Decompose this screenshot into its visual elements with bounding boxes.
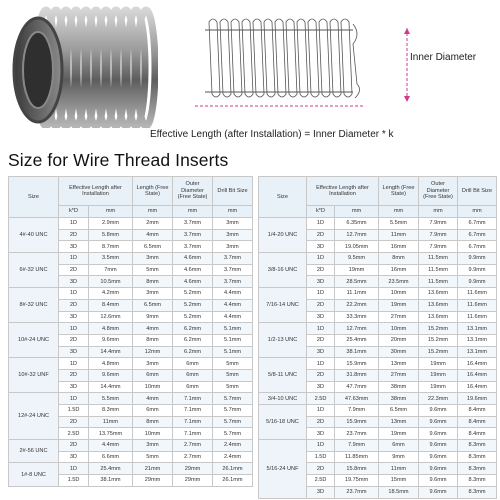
drill-bit-cell: 3mm [213,241,253,253]
effective-length-cell: 11mm [89,416,133,428]
free-length-cell: 13mm [379,358,419,370]
drill-bit-cell: 9.9mm [458,264,497,276]
effective-length-cell: 15.9mm [335,416,379,428]
outer-diameter-cell: 6mm [173,369,213,381]
free-length-cell: 21mm [133,463,173,475]
drill-bit-cell: 8.3mm [458,440,497,452]
free-length-cell: 2mm [133,218,173,230]
table-row [259,218,497,230]
table-row [259,358,497,370]
k-d-cell: 2D [59,369,89,381]
free-length-cell: 15mm [379,475,419,487]
k-d-cell: 1D [307,323,335,335]
drill-bit-cell: 6.7mm [458,241,497,253]
effective-length-cell: 12.7mm [335,323,379,335]
k-d-cell: 2D [59,229,89,241]
size-table-left [8,176,253,487]
thread-size-cell: 2#-56 UNC [9,440,59,463]
subheader-mm: mm [419,206,458,218]
outer-diameter-cell: 9.6mm [419,405,458,417]
effective-length-cell: 7mm [89,264,133,276]
k-d-cell: 3D [59,276,89,288]
header-outer-diameter: Outer Diameter (Free State) [419,177,458,206]
outer-diameter-cell: 13.6mm [419,311,458,323]
free-length-cell: 10mm [133,428,173,440]
drill-bit-cell: 5.1mm [213,323,253,335]
free-length-cell: 27mm [379,369,419,381]
drill-bit-cell: 11.6mm [458,299,497,311]
outer-diameter-cell: 2.7mm [173,440,213,452]
outer-diameter-cell: 7.1mm [173,428,213,440]
k-d-cell: 3D [307,486,335,498]
outer-diameter-cell: 15.2mm [419,334,458,346]
k-d-cell: 1.5D [59,475,89,487]
subheader-mm: mm [335,206,379,218]
header-outer-diameter: Outer Diameter (Free State) [173,177,213,206]
k-d-cell: 1.5D [307,451,335,463]
thread-size-cell: 1#-8 UNC [9,463,59,486]
outer-diameter-cell: 4.6mm [173,276,213,288]
effective-length-cell: 4.8mm [89,358,133,370]
k-d-cell: 1D [59,393,89,405]
effective-length-cell: 25.4mm [335,334,379,346]
k-d-cell: 3D [307,428,335,440]
k-d-cell: 1D [59,463,89,475]
outer-diameter-cell: 11.5mm [419,253,458,265]
header-drill-bit-size: Drill Bit Size [458,177,497,206]
drill-bit-cell: 5.7mm [213,416,253,428]
table-row [9,358,253,370]
free-length-cell: 16mm [379,264,419,276]
drill-bit-cell: 13.1mm [458,323,497,335]
k-d-cell: 1D [307,405,335,417]
subheader-mm: mm [173,206,213,218]
table-row [259,323,497,335]
subheader-mm: mm [213,206,253,218]
drill-bit-cell: 16.4mm [458,369,497,381]
effective-length-cell: 10.5mm [89,276,133,288]
outer-diameter-cell: 13.6mm [419,299,458,311]
drill-bit-cell: 9.9mm [458,276,497,288]
free-length-cell: 19mm [379,299,419,311]
thread-size-cell: 6#-32 UNC [9,253,59,288]
effective-length-cell: 11.85mm [335,451,379,463]
outer-diameter-cell: 5.2mm [173,311,213,323]
thread-size-cell: 1/4-20 UNC [259,218,307,253]
drill-bit-cell: 11.6mm [458,311,497,323]
drill-bit-cell: 6.7mm [458,229,497,241]
outer-diameter-cell: 7.9mm [419,241,458,253]
free-length-cell: 6.5mm [379,405,419,417]
effective-length-cell: 9.5mm [335,253,379,265]
table-row [259,288,497,300]
drill-bit-cell: 5.7mm [213,405,253,417]
free-length-cell: 3mm [133,253,173,265]
k-d-cell: 3D [59,346,89,358]
outer-diameter-cell: 19mm [419,369,458,381]
effective-length-cell: 12.6mm [89,311,133,323]
free-length-cell: 5mm [133,264,173,276]
subheader-mm: mm [379,206,419,218]
free-length-cell: 6mm [133,405,173,417]
free-length-cell: 13mm [379,416,419,428]
drill-bit-cell: 3mm [213,218,253,230]
drill-bit-cell: 8.4mm [458,416,497,428]
outer-diameter-cell: 9.6mm [419,463,458,475]
outer-diameter-cell: 6.2mm [173,323,213,335]
drill-bit-cell: 4.4mm [213,311,253,323]
table-row [259,393,497,405]
drill-bit-cell: 9.9mm [458,253,497,265]
k-d-cell: 1.5D [59,405,89,417]
table-row [259,440,497,452]
effective-length-cell: 5.8mm [89,229,133,241]
effective-length-cell: 23.7mm [335,428,379,440]
effective-length-cell: 22.2mm [335,299,379,311]
k-d-cell: 3D [59,451,89,463]
outer-diameter-cell: 9.6mm [419,475,458,487]
free-length-cell: 4mm [133,393,173,405]
k-d-cell: 1D [307,218,335,230]
product-illustration [0,0,500,145]
outer-diameter-cell: 6.2mm [173,334,213,346]
drill-bit-cell: 8.4mm [458,428,497,440]
k-d-cell: 2.5D [307,393,335,405]
thread-size-cell: 10#-32 UNF [9,358,59,393]
table-row [259,405,497,417]
k-d-cell: 3D [59,241,89,253]
outer-diameter-cell: 7.1mm [173,393,213,405]
drill-bit-cell: 13.1mm [458,334,497,346]
free-length-cell: 8mm [133,276,173,288]
effective-length-cell: 4.8mm [89,323,133,335]
k-d-cell: 2D [59,416,89,428]
thread-size-cell: 8#-32 UNC [9,288,59,323]
header-effective-length: Effective Length after Installation [59,177,133,206]
size-table-left-body [9,218,253,487]
effective-length-cell: 38.1mm [89,475,133,487]
header-effective-length: Effective Length after Installation [307,177,379,206]
effective-length-cell: 14.4mm [89,381,133,393]
effective-length-cell: 7.9mm [335,440,379,452]
effective-length-cell: 9.6mm [89,369,133,381]
free-length-cell: 38mm [379,381,419,393]
outer-diameter-cell: 22.3mm [419,393,458,405]
effective-length-cell: 19mm [335,264,379,276]
free-length-cell: 3mm [133,358,173,370]
table-row [9,253,253,265]
effective-length-cell: 47.7mm [335,381,379,393]
effective-length-formula: Effective Length (after Installation) = Inner Diameter * k [150,129,394,140]
drill-bit-cell: 26.1mm [213,475,253,487]
effective-length-cell: 8.4mm [89,299,133,311]
k-d-cell: 3D [307,346,335,358]
outer-diameter-cell: 15.2mm [419,346,458,358]
free-length-cell: 6.5mm [133,299,173,311]
effective-length-cell: 4.2mm [89,288,133,300]
effective-length-cell: 28.5mm [335,276,379,288]
subheader-mm: mm [133,206,173,218]
subheader-kd: k*D [307,206,335,218]
effective-length-cell: 13.75mm [89,428,133,440]
outer-diameter-cell: 19mm [419,358,458,370]
drill-bit-cell: 6.7mm [458,218,497,230]
outer-diameter-cell: 29mm [173,475,213,487]
thread-size-cell: 5/16-24 UNF [259,440,307,498]
effective-length-cell: 15.8mm [335,463,379,475]
outer-diameter-cell: 7.9mm [419,218,458,230]
free-length-cell: 4mm [133,323,173,335]
drill-bit-cell: 2.4mm [213,440,253,452]
free-length-cell: 8mm [133,334,173,346]
k-d-cell: 2D [59,299,89,311]
effective-length-cell: 38.1mm [335,346,379,358]
outer-diameter-cell: 19mm [419,381,458,393]
drill-bit-cell: 3.7mm [213,276,253,288]
k-d-cell: 3D [307,311,335,323]
outer-diameter-cell: 4.6mm [173,253,213,265]
k-d-cell: 3D [59,381,89,393]
outer-diameter-cell: 5.2mm [173,288,213,300]
outer-diameter-cell: 6mm [173,381,213,393]
table-row [9,440,253,452]
free-length-cell: 11mm [379,229,419,241]
thread-size-cell: 5/16-18 UNC [259,405,307,440]
free-length-cell: 10mm [379,323,419,335]
size-table-right [258,176,497,499]
header-size: Size [259,177,307,218]
outer-diameter-cell: 3.7mm [173,218,213,230]
outer-diameter-cell: 29mm [173,463,213,475]
drill-bit-cell: 5mm [213,381,253,393]
outer-diameter-cell: 11.5mm [419,264,458,276]
effective-length-cell: 25.4mm [89,463,133,475]
outer-diameter-cell: 15.2mm [419,323,458,335]
drill-bit-cell: 19.6mm [458,393,497,405]
k-d-cell: 2D [307,369,335,381]
k-d-cell: 2D [307,463,335,475]
drill-bit-cell: 8.3mm [458,475,497,487]
table-row [9,288,253,300]
outer-diameter-cell: 3.7mm [173,241,213,253]
outer-diameter-cell: 9.6mm [419,416,458,428]
outer-diameter-cell: 7.9mm [419,229,458,241]
free-length-cell: 19mm [379,428,419,440]
effective-length-cell: 19.75mm [335,475,379,487]
drill-bit-cell: 5mm [213,358,253,370]
drill-bit-cell: 13.1mm [458,346,497,358]
k-d-cell: 2D [59,264,89,276]
k-d-cell: 1D [307,253,335,265]
thread-size-cell: 5/8-11 UNC [259,358,307,393]
drill-bit-cell: 16.4mm [458,358,497,370]
free-length-cell: 6.5mm [133,241,173,253]
header-length-free-state: Length (Free State) [379,177,419,206]
thread-size-cell: 10#-24 UNC [9,323,59,358]
k-d-cell: 1D [59,323,89,335]
free-length-cell: 18.5mm [379,486,419,498]
drill-bit-cell: 5mm [213,369,253,381]
drill-bit-cell: 8.4mm [458,405,497,417]
size-table-right-body [259,218,497,499]
effective-length-cell: 3.5mm [89,253,133,265]
outer-diameter-cell: 7.1mm [173,416,213,428]
k-d-cell: 1D [307,358,335,370]
free-length-cell: 6mm [133,369,173,381]
k-d-cell: 1D [307,288,335,300]
drill-bit-cell: 5.7mm [213,428,253,440]
header-drill-bit-size: Drill Bit Size [213,177,253,206]
thread-size-cell: 4#-40 UNC [9,218,59,253]
k-d-cell: 2D [59,440,89,452]
outer-diameter-cell: 9.6mm [419,440,458,452]
drill-bit-cell: 3mm [213,229,253,241]
wire-insert-cross-section-diagram [195,8,495,118]
outer-diameter-cell: 6mm [173,358,213,370]
drill-bit-cell: 8.3mm [458,463,497,475]
free-length-cell: 9mm [133,311,173,323]
subheader-mm: mm [89,206,133,218]
subheader-mm: mm [458,206,497,218]
free-length-cell: 23.5mm [379,276,419,288]
free-length-cell: 38mm [379,393,419,405]
outer-diameter-cell: 7.1mm [173,405,213,417]
effective-length-cell: 47.63mm [335,393,379,405]
effective-length-cell: 33.3mm [335,311,379,323]
effective-length-cell: 14.4mm [89,346,133,358]
free-length-cell: 5.5mm [379,218,419,230]
drill-bit-cell: 8.3mm [458,451,497,463]
free-length-cell: 16mm [379,241,419,253]
effective-length-cell: 2.9mm [89,218,133,230]
k-d-cell: 2.5D [307,475,335,487]
outer-diameter-cell: 2.7mm [173,451,213,463]
drill-bit-cell: 26.1mm [213,463,253,475]
free-length-cell: 3mm [133,288,173,300]
header-size: Size [9,177,59,218]
inner-diameter-label: Inner Diameter [410,52,477,63]
drill-bit-cell: 8.3mm [458,486,497,498]
k-d-cell: 3D [307,381,335,393]
effective-length-cell: 8.3mm [89,405,133,417]
effective-length-cell: 7.9mm [335,405,379,417]
k-d-cell: 2D [307,264,335,276]
outer-diameter-cell: 9.6mm [419,451,458,463]
free-length-cell: 8mm [379,253,419,265]
free-length-cell: 11mm [379,463,419,475]
k-d-cell: 1D [59,253,89,265]
free-length-cell: 27mm [379,311,419,323]
k-d-cell: 2.5D [59,428,89,440]
table-row [9,323,253,335]
free-length-cell: 3mm [133,440,173,452]
thread-size-cell: 1/2-13 UNC [259,323,307,358]
k-d-cell: 1D [59,288,89,300]
free-length-cell: 10mm [379,288,419,300]
effective-length-cell: 11.1mm [335,288,379,300]
thread-size-cell: 3/8-16 UNC [259,253,307,288]
effective-length-cell: 23.7mm [335,486,379,498]
thread-size-cell: 3/4-10 UNC [259,393,307,405]
free-length-cell: 10mm [133,381,173,393]
effective-length-cell: 4.4mm [89,440,133,452]
free-length-cell: 4mm [133,229,173,241]
free-length-cell: 8mm [133,416,173,428]
outer-diameter-cell: 11.5mm [419,276,458,288]
outer-diameter-cell: 4.6mm [173,264,213,276]
effective-length-cell: 9.6mm [89,334,133,346]
k-d-cell: 1D [59,218,89,230]
table-row [9,393,253,405]
outer-diameter-cell: 13.6mm [419,288,458,300]
k-d-cell: 3D [59,311,89,323]
drill-bit-cell: 11.6mm [458,288,497,300]
effective-length-cell: 6.6mm [89,451,133,463]
effective-length-cell: 15.9mm [335,358,379,370]
header-length-free-state: Length (Free State) [133,177,173,206]
drill-bit-cell: 4.4mm [213,288,253,300]
k-d-cell: 3D [307,276,335,288]
wire-thread-insert-photo [6,2,158,128]
k-d-cell: 2D [307,299,335,311]
drill-bit-cell: 3.7mm [213,253,253,265]
k-d-cell: 3D [307,241,335,253]
table-row [259,253,497,265]
free-length-cell: 20mm [379,334,419,346]
k-d-cell: 2D [307,334,335,346]
outer-diameter-cell: 9.6mm [419,486,458,498]
outer-diameter-cell: 3.7mm [173,229,213,241]
k-d-cell: 1D [59,358,89,370]
k-d-cell: 2D [307,416,335,428]
drill-bit-cell: 5.1mm [213,346,253,358]
outer-diameter-cell: 9.6mm [419,428,458,440]
table-row [9,218,253,230]
free-length-cell: 12mm [133,346,173,358]
effective-length-cell: 6.35mm [335,218,379,230]
outer-diameter-cell: 6.2mm [173,346,213,358]
k-d-cell: 1D [307,440,335,452]
drill-bit-cell: 5.7mm [213,393,253,405]
effective-length-cell: 19.05mm [335,241,379,253]
drill-bit-cell: 3.7mm [213,264,253,276]
free-length-cell: 9mm [379,451,419,463]
thread-size-cell: 7/16-14 UNC [259,288,307,323]
table-row [9,463,253,475]
effective-length-cell: 12.7mm [335,229,379,241]
free-length-cell: 5mm [133,451,173,463]
effective-length-cell: 5.5mm [89,393,133,405]
effective-length-cell: 31.8mm [335,369,379,381]
k-d-cell: 2D [59,334,89,346]
subheader-kd: k*D [59,206,89,218]
drill-bit-cell: 16.4mm [458,381,497,393]
free-length-cell: 6mm [379,440,419,452]
drill-bit-cell: 2.4mm [213,451,253,463]
free-length-cell: 29mm [133,475,173,487]
k-d-cell: 2D [307,229,335,241]
outer-diameter-cell: 5.2mm [173,299,213,311]
page-title: Size for Wire Thread Inserts [8,150,229,170]
effective-length-cell: 8.7mm [89,241,133,253]
drill-bit-cell: 4.4mm [213,299,253,311]
thread-size-cell: 12#-24 UNC [9,393,59,440]
free-length-cell: 30mm [379,346,419,358]
drill-bit-cell: 5.1mm [213,334,253,346]
